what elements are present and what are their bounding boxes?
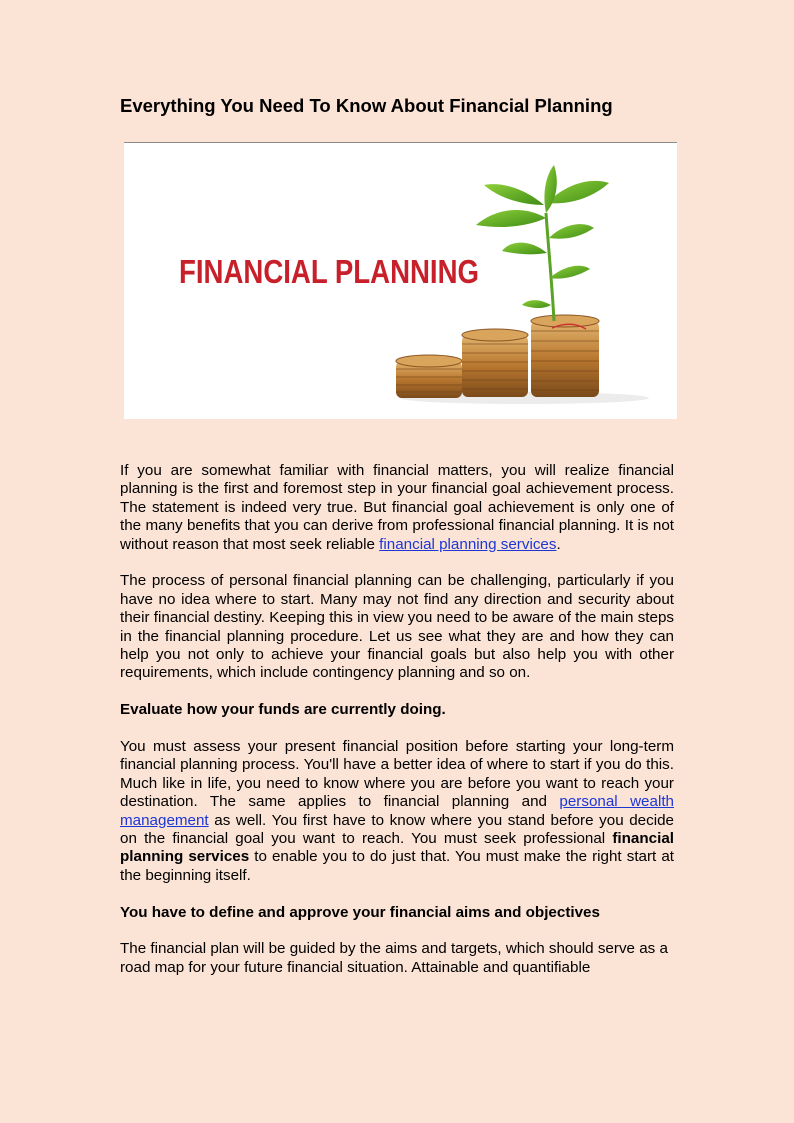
article-body <box>120 462 674 996</box>
coin-stack-large <box>531 315 599 397</box>
section-heading-evaluate: Evaluate how your funds are currently doing. <box>120 701 446 719</box>
hero-heading: FINANCIAL PLANNING <box>179 253 479 290</box>
hero-image <box>124 142 677 419</box>
plant-on-coins-icon <box>124 143 677 419</box>
page-title: Everything You Need To Know About Financial Planning <box>120 95 613 116</box>
section-heading-define-aims: You have to define and approve your financial aims and objectives <box>120 903 600 921</box>
paragraph-assess <box>120 738 674 885</box>
paragraph-intro <box>120 462 674 554</box>
coin-stack-small <box>396 355 462 398</box>
paragraph-aims: The financial plan will be guided by the aims and targets, which should serve as a road map for your future financial situation. Attainable and quantifiable <box>120 940 668 976</box>
financial-planning-services-link[interactable]: financial planning services <box>379 535 557 553</box>
paragraph-text: . <box>556 535 561 553</box>
paragraph-text: You must assess your present financial position before starting your long-term financial planning process. You'll have a better idea of where to start if you do this. Much like in life, you need to know where you are before you want to reach your destination. The same applies to financial planning and <box>120 738 674 811</box>
paragraph-text: to enable you to do just that. You must make the right start at the beginning itself. <box>120 848 675 884</box>
bold-phrase: financial planning services <box>120 830 674 866</box>
paragraph-text: If you are somewhat familiar with financial matters, you will realize financial planning is the first and foremost step in your financial goal achievement process. The statement is indeed very true. But financial goal achievement is only one of the many benefits that you can derive from professional financial planning. It is not without reason that most seek reliable <box>120 462 674 553</box>
paragraph-text: as well. You first have to know where you stand before you decide on the financial goal you want to reach. You must seek professional <box>120 811 674 848</box>
personal-wealth-management-link[interactable]: personal wealth management <box>120 793 674 829</box>
plant-icon <box>476 165 609 329</box>
paragraph-process: The process of personal financial planning can be challenging, particularly if you have no idea where to start. Many may not find any direction and security about their financial destiny. Keeping this in view you need to be aware of the main steps in the financial planning procedure. Let us see what they are and how they can help you not only to achieve your financial goals but also help you with other requirements, which include contingency planning and so on. <box>120 572 674 682</box>
coin-stack-medium <box>462 329 528 397</box>
